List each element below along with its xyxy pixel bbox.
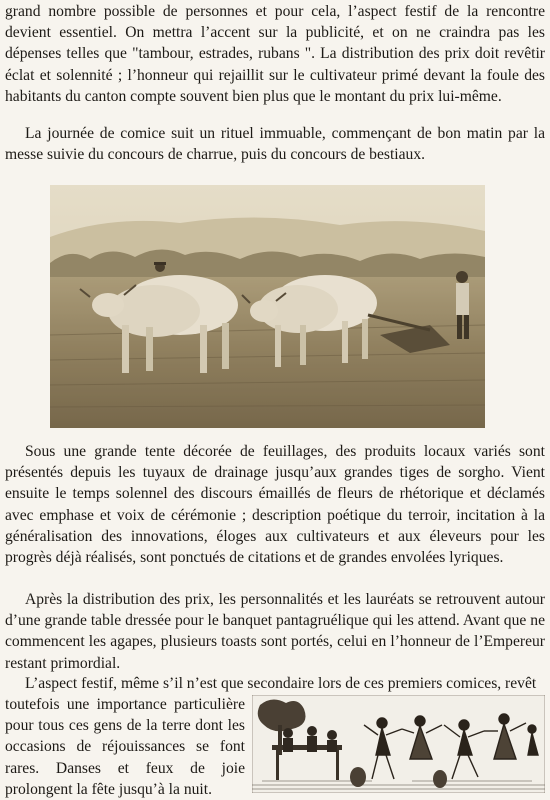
- oxen-plowing-photo: [50, 185, 485, 428]
- paragraph-3: Sous une grande tente décorée de feuillages, des produits locaux variés sont présentés depuis les tuyaux de drainage jusqu’aux grandes tiges de sorgho. Vient ensuite le temps solennel des discours émaillés de fleurs de rhétorique et déclamés avec emphase et voix de cérémonie ; description poétique du terroir, incitation à la généralisation des innovations, éloges aux cultivateurs et aux éleveurs pour les progrès déjà réalisés, sont ponctués de citations et de grandes envolées lyriques.: [5, 443, 545, 567]
- paragraph-5-body: toutefois une importance particulière pour tous ces gens de la terre dont les occasions de réjouissances se font rares. Danses et feux de joie prolongent la fête jusqu’à la nuit.: [5, 696, 245, 798]
- paragraph-5-first-line: L’aspect festif, même s’il n’est que secondaire lors de ces premiers comices, revêt: [25, 675, 537, 692]
- village-dance-engraving: [252, 695, 545, 793]
- paragraph-4: Après la distribution des prix, les personnalités et les lauréats se retrouvent autour d’une grande table dressée pour le banquet pantagruélique qui les attend. Avant que ne commencent les agapes, plusieurs toasts sont portés, celui en l’honneur de l’Empereur restant primordial.: [5, 591, 545, 672]
- dance-engraving-illustration: [252, 695, 545, 793]
- oxen-plowing-illustration: [50, 185, 485, 428]
- paragraph-1: grand nombre possible de personnes et pour cela, l’aspect festif de la rencontre devient essentiel. On mettra l’accent sur la publicité, et on ne craindra pas les dépenses telles que "tambour, estrades, rubans ". La distribution des prix doit revêtir éclat et solennité ; l’honneur qui rejaillit sur le cultivateur primé devant la foule des habitants du canton compte souvent bien plus que le montant du prix lui-même.: [5, 3, 545, 105]
- paragraph-2: La journée de comice suit un rituel immuable, commençant de bon matin par la messe suivie du concours de charrue, puis du concours de bestiaux.: [5, 125, 545, 164]
